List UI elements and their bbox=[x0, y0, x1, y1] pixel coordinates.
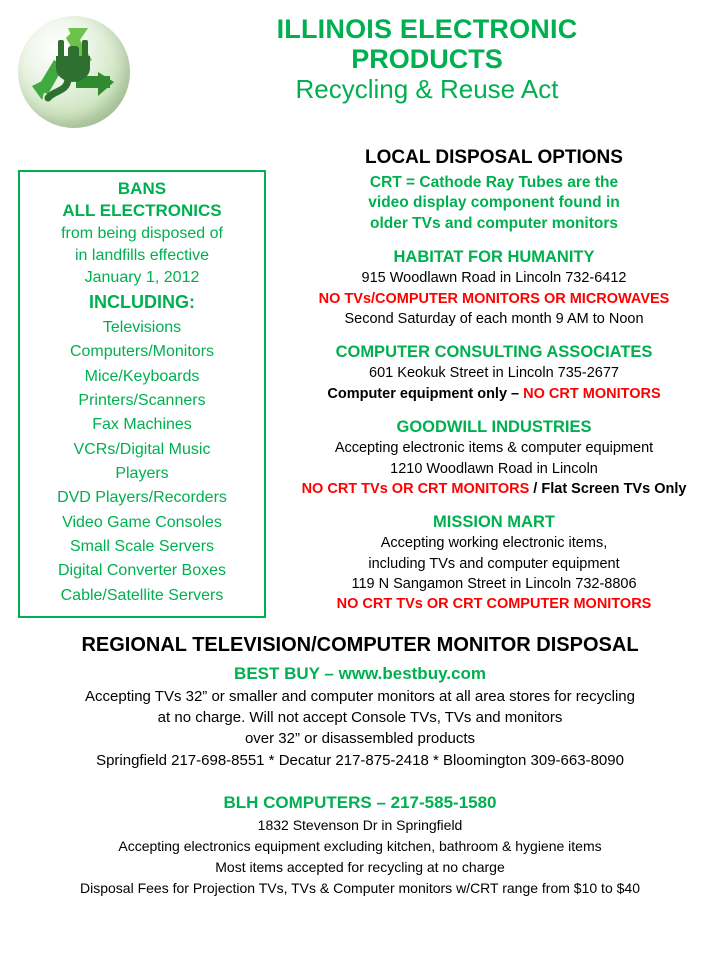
page-title bbox=[140, 8, 710, 106]
org-note bbox=[278, 384, 710, 404]
vendor-name[interactable]: BEST BUY – www.bestbuy.com bbox=[234, 663, 486, 683]
regional-title: REGIONAL TELEVISION/COMPUTER MONITOR DISPOSAL bbox=[81, 633, 639, 656]
list-item: Digital Converter Boxes bbox=[57, 562, 227, 580]
title-line-3: Recycling & Reuse Act bbox=[295, 74, 559, 105]
org-restriction: NO CRT TVs OR CRT COMPUTER MONITORS bbox=[336, 596, 652, 613]
org-name: HABITAT FOR HUMANITY bbox=[393, 248, 595, 267]
org-note-black: Computer equipment only – bbox=[327, 385, 524, 402]
list-item: DVD Players/Recorders bbox=[57, 489, 227, 507]
title-line-1: ILLINOIS ELECTRONIC bbox=[276, 14, 578, 44]
org-name: MISSION MART bbox=[433, 513, 555, 532]
list-item: Printers/Scanners bbox=[78, 392, 206, 410]
org-restriction-black: / Flat Screen TVs Only bbox=[529, 480, 687, 497]
vendor-line: at no charge. Will not accept Console TVs, TVs and monitors bbox=[157, 708, 563, 726]
org-line-1: Accepting electronic items & computer equipment bbox=[334, 440, 654, 457]
crt-note-line-1: CRT = Cathode Ray Tubes are the bbox=[369, 173, 619, 191]
org-restriction: NO TVs/COMPUTER MONITORS OR MICROWAVES bbox=[318, 290, 670, 307]
list-item: Fax Machines bbox=[92, 416, 192, 434]
bans-including-label: INCLUDING: bbox=[89, 292, 195, 313]
bans-heading-2: ALL ELECTRONICS bbox=[62, 201, 222, 221]
header bbox=[0, 0, 720, 138]
bans-sub-3: January 1, 2012 bbox=[84, 269, 200, 287]
org-computer-consulting-associates bbox=[278, 341, 710, 404]
crt-note-line-3: older TVs and computer monitors bbox=[369, 214, 619, 232]
list-item: Computers/Monitors bbox=[69, 343, 215, 361]
regional-disposal-section bbox=[0, 618, 720, 899]
bans-sub-2: in landfills effective bbox=[75, 246, 209, 264]
recycle-arrows-icon bbox=[18, 16, 130, 128]
org-address: 119 N Sangamon Street in Lincoln 732-8806 bbox=[351, 576, 637, 593]
bans-heading-1: BANS bbox=[117, 179, 167, 198]
org-hours: Second Saturday of each month 9 AM to Noon bbox=[344, 310, 644, 327]
org-goodwill-industries bbox=[278, 416, 710, 499]
local-disposal-section bbox=[266, 146, 712, 615]
vendor-line: Disposal Fees for Projection TVs, TVs & Computer monitors w/CRT range from $10 to $40 bbox=[80, 879, 640, 896]
org-address: 601 Keokuk Street in Lincoln 735-2677 bbox=[369, 365, 619, 382]
org-line-1: Accepting working electronic items, bbox=[380, 535, 608, 552]
crt-note-line-2: video display component found in bbox=[368, 194, 620, 212]
vendor-line: 1832 Stevenson Dr in Springfield bbox=[257, 816, 463, 833]
vendor-line: Accepting electronics equipment excluding kitchen, bathroom & hygiene items bbox=[118, 837, 602, 854]
vendor-blh-computers bbox=[10, 791, 710, 899]
vendor-best-buy bbox=[10, 662, 710, 771]
org-line-2: including TVs and computer equipment bbox=[368, 555, 620, 572]
local-disposal-title: LOCAL DISPOSAL OPTIONS bbox=[365, 147, 623, 168]
list-item: Small Scale Servers bbox=[69, 537, 215, 555]
vendor-line: Accepting TVs 32” or smaller and computer monitors at all area stores for recycling bbox=[85, 687, 635, 705]
vendor-line: over 32” or disassembled products bbox=[244, 730, 476, 748]
list-item: Televisions bbox=[102, 319, 182, 337]
list-item: VCRs/Digital Music bbox=[73, 440, 211, 458]
list-item: Mice/Keyboards bbox=[84, 367, 200, 385]
list-item: Players bbox=[115, 464, 169, 482]
org-note-red: NO CRT MONITORS bbox=[523, 385, 661, 402]
middle-section bbox=[0, 138, 720, 618]
list-item: Video Game Consoles bbox=[62, 513, 222, 531]
bans-sub-1: from being disposed of bbox=[61, 224, 223, 242]
org-name: GOODWILL INDUSTRIES bbox=[396, 418, 592, 437]
bans-box bbox=[18, 170, 266, 618]
vendor-phones: Springfield 217-698-8551 * Decatur 217-875-2418 * Bloomington 309-663-8090 bbox=[96, 751, 624, 769]
org-name: COMPUTER CONSULTING ASSOCIATES bbox=[335, 343, 653, 362]
vendor-name: BLH COMPUTERS – 217-585-1580 bbox=[223, 792, 497, 812]
org-restriction bbox=[278, 479, 710, 499]
org-restriction-red: NO CRT TVs OR CRT MONITORS bbox=[301, 480, 530, 497]
recycling-globe-plug-icon bbox=[10, 8, 140, 138]
org-mission-mart bbox=[278, 511, 710, 614]
list-item: Cable/Satellite Servers bbox=[60, 586, 224, 604]
org-line-2: 1210 Woodlawn Road in Lincoln bbox=[390, 460, 598, 477]
org-address: 915 Woodlawn Road in Lincoln 732-6412 bbox=[361, 270, 627, 287]
vendor-line: Most items accepted for recycling at no charge bbox=[215, 858, 505, 875]
org-habitat-for-humanity bbox=[278, 246, 710, 329]
title-line-2: PRODUCTS bbox=[351, 44, 503, 75]
